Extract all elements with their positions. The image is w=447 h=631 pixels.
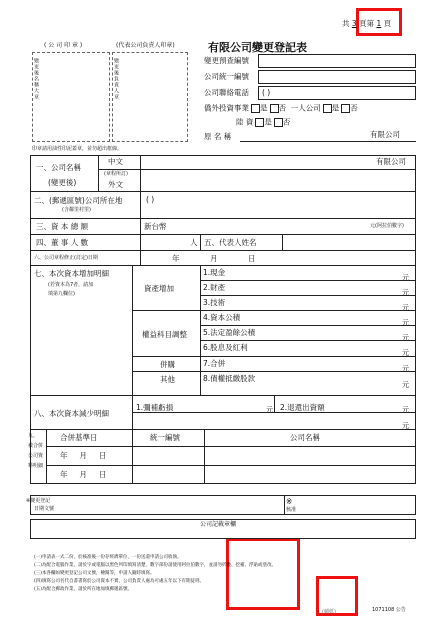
- foreign-invest-yes-checkbox[interactable]: [251, 104, 260, 113]
- company-seal-label: ( 公 司 印 章 ): [44, 42, 83, 49]
- equity-item-dividends: 6.股息及紅利: [203, 343, 248, 352]
- decrease-item-2-unit: 元: [402, 406, 409, 414]
- merge-col-id: 統一編號: [150, 433, 180, 442]
- equity-item-dividends-unit: 元: [402, 349, 409, 357]
- footer-stamp: (續紙): [322, 609, 336, 615]
- other-item-unit: 元: [402, 381, 409, 389]
- asset-item-property: 2.財產: [203, 283, 226, 292]
- company-seal-vertical-label: 變更後名稱大章: [33, 58, 39, 100]
- merge-col-name: 公司名稱: [290, 433, 320, 442]
- company-id-label: 公司統一編號: [204, 72, 249, 81]
- merge-side-label-3: 公司資: [28, 453, 44, 459]
- registry-right-mark: ※: [286, 497, 293, 506]
- decrease-item-2: 2.退還出資額: [280, 403, 325, 412]
- one-person-yes-checkbox[interactable]: [323, 104, 332, 113]
- asset-item-cash-unit: 元: [402, 274, 409, 282]
- note-2: (二)為配合電腦作業，請於字或電腦以黑色列印填寫清楚，數字部份請使用阿拉伯數字，並請勿折疊、挖補、浮貼或塗改。: [34, 563, 277, 568]
- note-1: (一)申請表一式二份，於核准後一份存經濟單位，一份送還申請公司收執。: [34, 555, 182, 560]
- capital-unit: 元(阿拉伯數字): [370, 223, 404, 229]
- articles-month: 月: [210, 254, 218, 263]
- other-label: 其他: [160, 375, 175, 384]
- mainland-no-checkbox[interactable]: [274, 118, 283, 127]
- increase-note-1: (若資本為7者，請加: [48, 282, 94, 288]
- merge-row2-date: 年 月 日: [60, 470, 107, 479]
- directors-unit: 人: [190, 238, 198, 247]
- company-phone-label: 公司聯絡電話: [204, 88, 249, 97]
- merge-col-date: 合併基準日: [60, 433, 98, 442]
- foreign-label: 外文: [108, 180, 123, 189]
- seal-caption: 印章請用油性印泥蓋章，並勿超出框線。: [32, 146, 123, 152]
- change-prequery-label: 變更預查編號: [204, 56, 249, 65]
- asset-item-technology-unit: 元: [402, 304, 409, 312]
- chinese-label: 中文: [108, 157, 123, 166]
- articles-date-label: 六、公司章程修正(訂定)日期: [34, 255, 98, 261]
- company-name-suffix: 有限公司: [376, 157, 406, 166]
- company-phone-value: ( ): [262, 88, 271, 97]
- merger-label: 併購: [160, 360, 175, 369]
- company-id-field[interactable]: [258, 70, 416, 84]
- rep-seal-vertical-label: 變更後負責人章: [113, 58, 119, 100]
- equity-item-legal-reserve-unit: 元: [402, 334, 409, 342]
- decrease-item-1: 1.彌補虧損: [136, 403, 174, 412]
- increase-note-2: 填第九欄位): [48, 291, 75, 297]
- merger-item-unit: 元: [402, 365, 409, 373]
- directors-label: 四、董 事 人 數: [36, 238, 89, 247]
- equity-adjust-label: 權益科目調整: [142, 330, 187, 339]
- address-label: 二、(郵遞區號)公司所在地: [34, 196, 123, 205]
- change-prequery-field[interactable]: [258, 54, 416, 68]
- merge-side-label-4: 料明細: [28, 463, 44, 469]
- articles-day: 日: [248, 254, 256, 263]
- note-3: (三)本各欄如變更登記公司文號，檢閱等，申請人隨時填寫。: [34, 571, 155, 576]
- merger-item: 7.合併: [203, 359, 226, 368]
- merge-side-label-1: 九、: [28, 433, 39, 439]
- capital-currency: 新台幣: [144, 222, 167, 231]
- highlight-box-stamp-area: [226, 538, 300, 610]
- decrease-label: 八、本次資本減少明細: [34, 409, 109, 418]
- form-title: 有限公司變更登記表: [208, 41, 307, 54]
- address-sub: (含鄰里村里): [62, 207, 91, 213]
- company-name-sub: (變更後): [48, 178, 77, 187]
- foreign-invest-no-checkbox[interactable]: [270, 104, 279, 113]
- merge-row1-date: 年 月 日: [60, 451, 107, 460]
- original-name-suffix: 有限公司: [370, 130, 400, 139]
- equity-item-capital-surplus: 4.資本公積: [203, 313, 241, 322]
- merge-side-label-2: 被合併: [28, 443, 44, 449]
- original-name-label: 原 名 稱: [204, 132, 232, 141]
- rep-seal-label: (代表公司負責人印章): [116, 42, 175, 49]
- representative-label: 五、代表人姓名: [204, 238, 257, 247]
- mainland-capital-row: 陸 資 是 否: [236, 117, 291, 127]
- foreign-invest-row: 僑外投資事業 是 否 一人公司 是 否: [204, 103, 358, 113]
- registry-left-1: ※變更登記: [26, 498, 51, 504]
- increase-label: 七、本次資本增加明細: [34, 269, 109, 278]
- company-seal-box: [32, 52, 110, 142]
- asset-item-technology: 3.技術: [203, 298, 226, 307]
- company-seal-record-title: 公司記載章欄: [200, 521, 237, 528]
- capital-label: 三、資 本 總 額: [36, 222, 89, 231]
- footer-code: 1071108 公告: [372, 607, 406, 613]
- registry-box: [30, 495, 416, 515]
- decrease-item-1-unit: 元: [266, 406, 273, 414]
- note-5: (五)為配合郵政作業，請於所在地加填郵遞區號。: [34, 587, 133, 592]
- asset-item-cash: 1.現金: [203, 268, 226, 277]
- company-name-label: 一、公司名稱: [36, 163, 81, 172]
- address-value[interactable]: ( ): [146, 195, 155, 204]
- equity-item-legal-reserve: 5.法定盈餘公積: [203, 328, 256, 337]
- rep-seal-box: [112, 52, 188, 142]
- asset-increase-label: 資產增加: [144, 284, 174, 293]
- decrease-total-unit: 元: [402, 422, 409, 430]
- other-item: 8.債權抵繳股款: [203, 374, 256, 383]
- one-person-no-checkbox[interactable]: [341, 104, 350, 113]
- company-phone-field[interactable]: [258, 86, 416, 100]
- asset-item-property-unit: 元: [402, 289, 409, 297]
- page-number: 共 3 頁第 1 頁: [342, 19, 392, 28]
- foreign-label-note: (章程所訂): [104, 171, 128, 177]
- note-4: (四)填寫公司名代自書書寫於公司資本不實，公司負責人處為可處五年以下有期徒刑。: [34, 579, 205, 584]
- articles-year: 年: [172, 254, 180, 263]
- registry-left-2: 日期文號: [34, 506, 55, 512]
- equity-item-capital-surplus-unit: 元: [402, 319, 409, 327]
- registry-right-label: 核准: [286, 507, 297, 513]
